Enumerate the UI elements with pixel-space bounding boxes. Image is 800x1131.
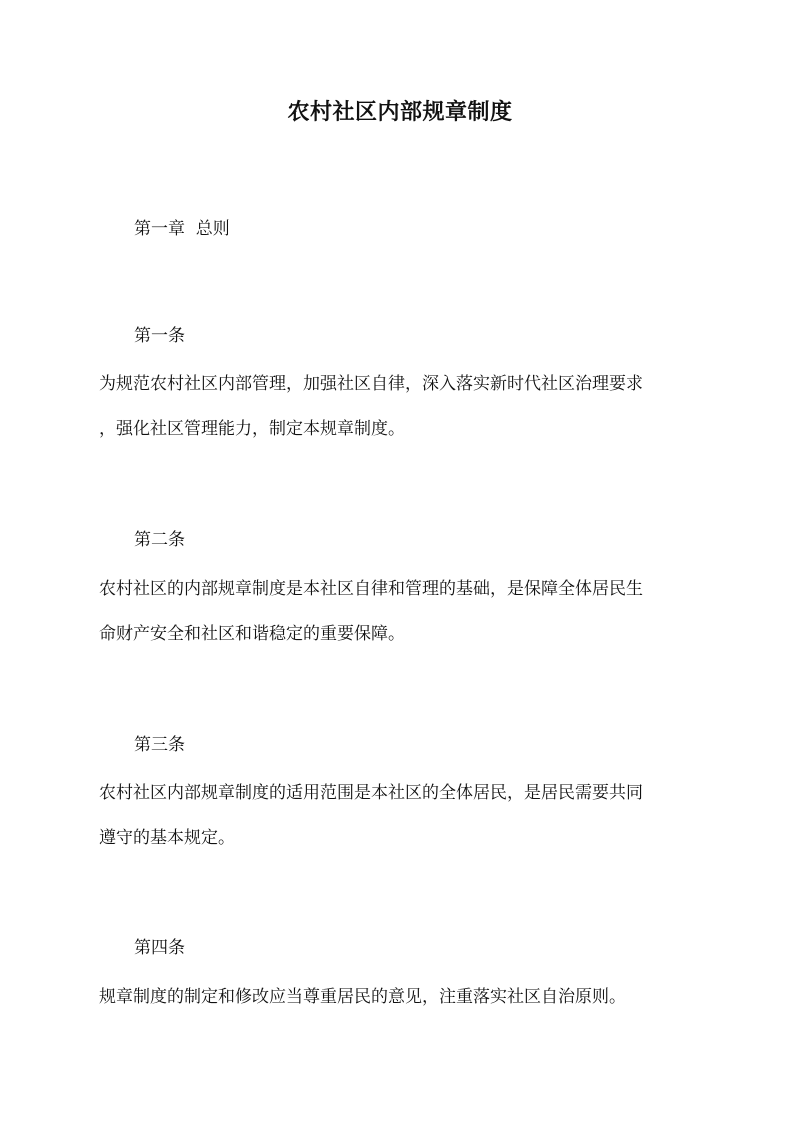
article-1-heading: 第一条	[134, 326, 185, 346]
article-4-line-1: 规章制度的制定和修改应当尊重居民的意见，注重落实社区自治原则。	[99, 987, 626, 1007]
article-1-line-2: ，强化社区管理能力，制定本规章制度。	[99, 419, 405, 439]
article-4-heading: 第四条	[134, 938, 185, 958]
document-title: 农村社区内部规章制度	[287, 99, 513, 125]
article-3-line-1: 农村社区内部规章制度的适用范围是本社区的全体居民，是居民需要共同	[99, 783, 643, 803]
article-1-body	[99, 362, 719, 452]
article-1-line-1: 为规范农村社区内部管理，加强社区自律，深入落实新时代社区治理要求	[99, 374, 643, 394]
article-4-body	[99, 975, 719, 1020]
article-2-line-1: 农村社区的内部规章制度是本社区自律和管理的基础，是保障全体居民生	[99, 579, 643, 599]
chapter-heading: 第一章 总则	[134, 219, 230, 239]
article-3-heading: 第三条	[134, 735, 185, 755]
article-3-line-2: 遵守的基本规定。	[99, 828, 235, 848]
article-2-line-2: 命财产安全和社区和谐稳定的重要保障。	[99, 624, 405, 644]
article-2-heading: 第二条	[134, 530, 185, 550]
article-3-body	[99, 771, 719, 861]
article-2-body	[99, 567, 719, 657]
